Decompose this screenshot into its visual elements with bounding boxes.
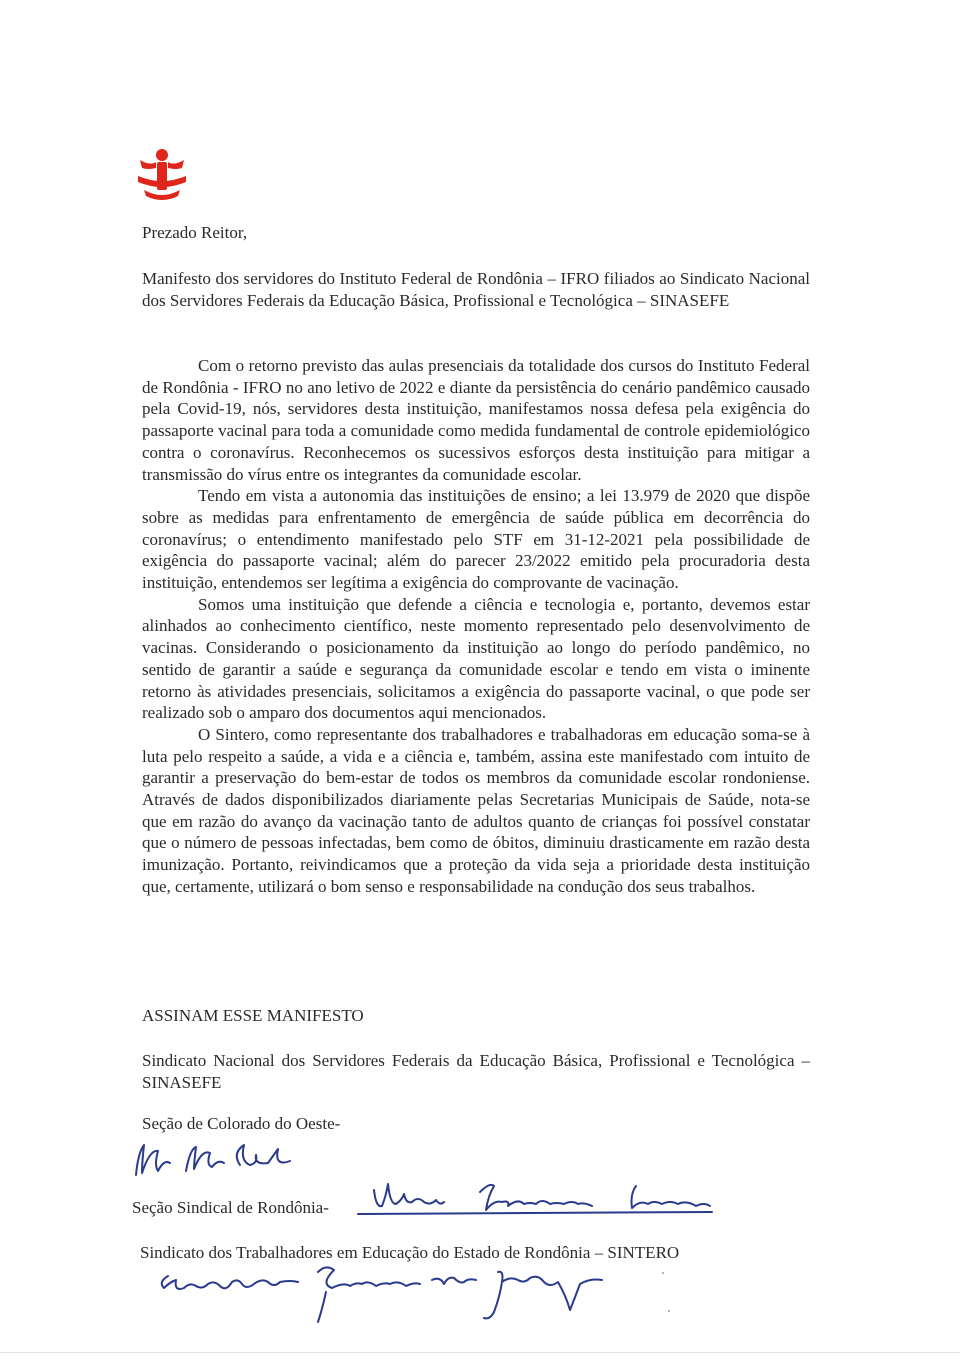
section-rondonia-label: Seção Sindical de Rondônia- [132,1198,329,1217]
signature-colorado [128,1135,298,1190]
union-name: Sindicato Nacional dos Servidores Federais da Educação Básica, Profissional e Tecnológica – SINASEFE [142,1051,810,1092]
section-colorado-label: Seção de Colorado do Oeste- [142,1114,341,1133]
subject-line: Manifesto dos servidores do Instituto Federal de Rondônia – IFRO filiados ao Sindicato Nacional dos Servidores Federais da Educação Básica, Profissional e Tecnológica – SINASEFE [142,269,810,310]
body-paragraph: Somos uma instituição que defende a ciência e tecnologia e, portanto, devemos estar alinhados ao conhecimento científico, neste momento representado pelo desenvolvimento de vacinas. Considerando o posicionamento da instituição ao longo do período pandêmico, no sentido de garantir a saúde e segurança da comunidade escolar e tendo em vista o iminente retorno às atividades presenciais, solicitamos a exigência do passaporte vacinal, o que pode ser realizado sob o amparo dos documentos aqui mencionados. [142,594,810,723]
sintero-label: Sindicato dos Trabalhadores em Educação do Estado de Rondônia – SINTERO [140,1243,680,1262]
signature-rondonia [352,1172,722,1237]
signature-sintero [150,1252,620,1337]
body-paragraph: O Sintero, como representante dos trabalhadores e trabalhadoras em educação soma-se à luta pelo respeito a saúde, a vida e a ciência e, também, assina este manifestado com intuito de garantir a preservação do bem-estar de todos os membros da comunidade escolar rondoniense. Através de dados disponibilizados diariamente pelas Secretarias Municipais de Saúde, nota-se que em razão do avanço da vacinação tanto de adultos quanto de crianças foi possível constatar que o número de pessoas infectadas, bem como de óbitos, diminuiu drasticamente em razão desta imunização. Portanto, reivindicamos que a proteção da vida seja a prioridade desta instituição que, certamente, utilizará o bom senso e responsabilidade na condução dos seus trabalhos. [142,724,810,896]
speck [668,1310,670,1312]
body-paragraph: Tendo em vista a autonomia das instituições de ensino; a lei 13.979 de 2020 que dispõe sobre as medidas para enfrentamento de emergência de saúde pública em decorrência do coronavírus; o entendimento manifestado pelo STF em 31-12-2021 pela possibilidade de exigência do passaporte vacinal; além do parecer 23/2022 emitido pela procuradoria desta instituição, entendemos ser legítima a exigência do comprovante de vacinação. [142,486,810,593]
page-edge [0,1352,960,1353]
speck [662,1272,664,1274]
greeting: Prezado Reitor, [142,223,248,242]
signatures-heading: ASSINAM ESSE MANIFESTO [142,1006,364,1025]
letter-body [142,355,810,898]
body-paragraph: Com o retorno previsto das aulas presenciais da totalidade dos cursos do Instituto Federal de Rondônia - IFRO no ano letivo de 2022 e diante da persistência do cenário pandêmico causado pela Covid-19, nós, servidores desta instituição, manifestamos nossa defesa pela exigência do passaporte vacinal para toda a comunidade como medida fundamental de controle epidemiológico contra o coronavírus. Reconhecemos os sucessivos esforços desta instituição para mitigar a transmissão do vírus entre os integrantes da comunidade escolar. [142,356,810,484]
sinasefe-logo-icon [134,146,190,202]
